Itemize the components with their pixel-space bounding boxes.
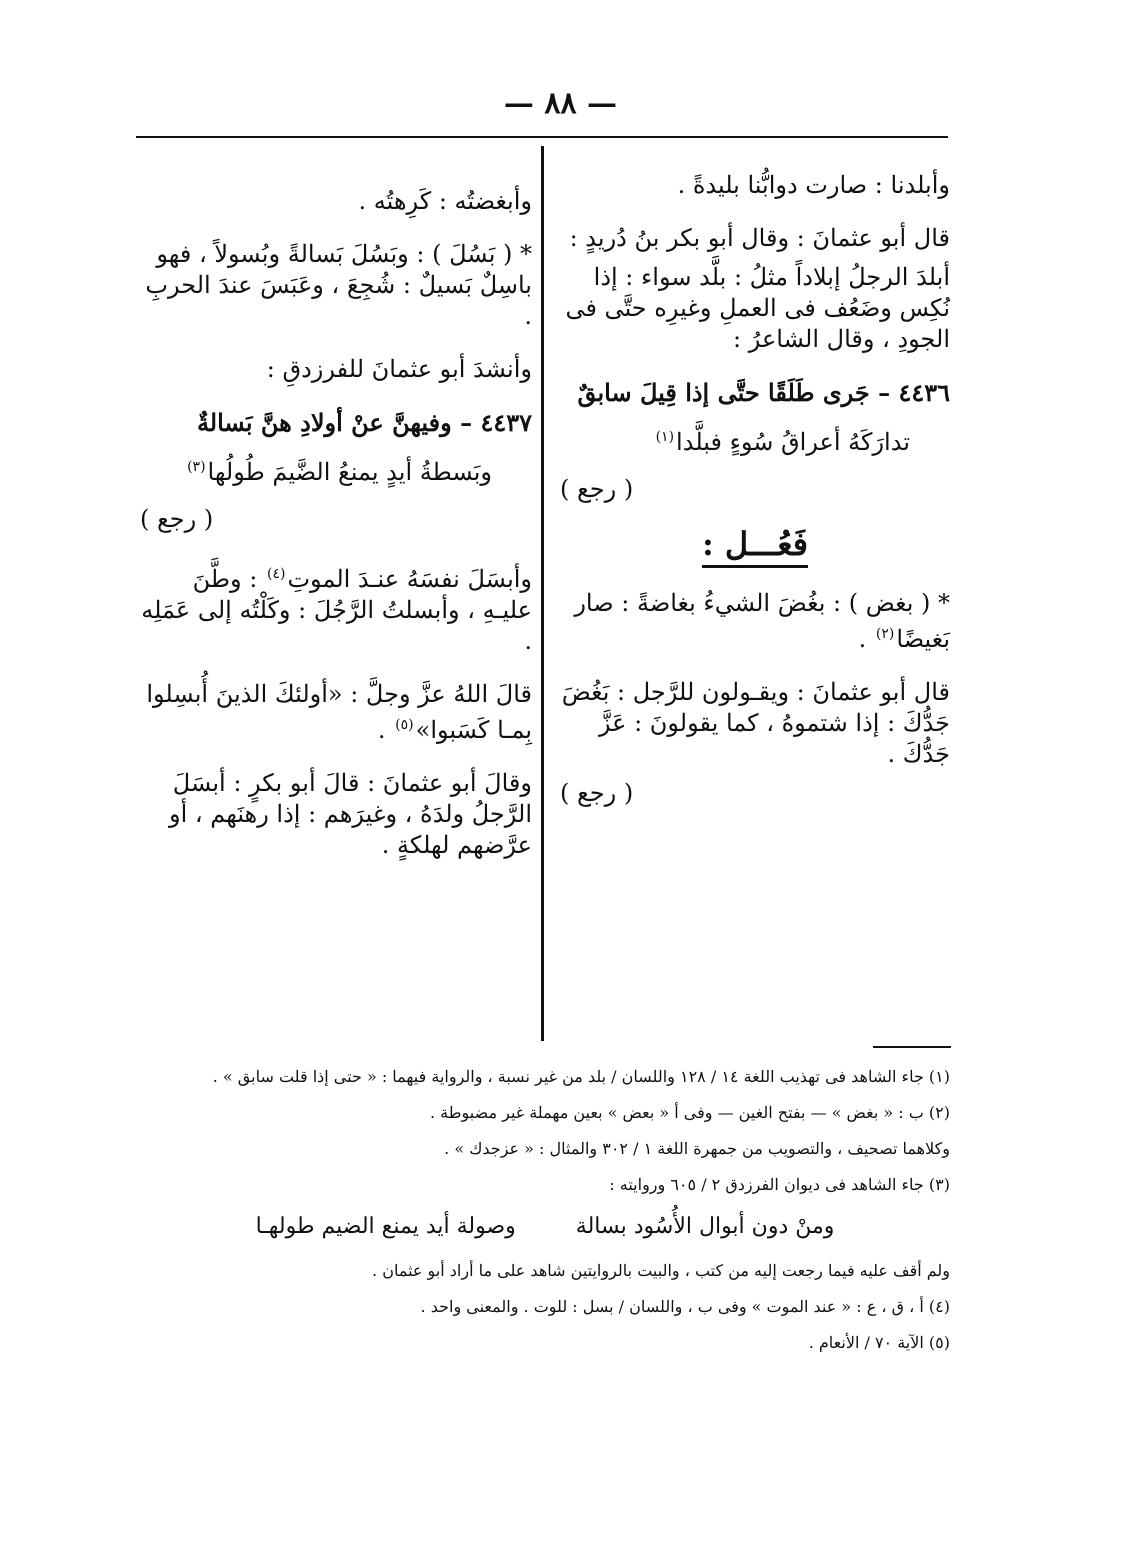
footnote-rule bbox=[873, 1046, 951, 1048]
left-column bbox=[140, 186, 532, 883]
paragraph-absala-nafsahu bbox=[140, 559, 532, 657]
entry-baghuda-end: . bbox=[858, 625, 867, 653]
verse-4436-first-hemistich: ٤٤٣٦ – جَرى طَلَقًا حتَّى إذا قِيلَ سابقٌ bbox=[577, 378, 950, 407]
paragraph-abghadtuhu: وأبغضتُه : كَرِهتُه . bbox=[358, 187, 532, 215]
footnote-ref-1: (١) bbox=[655, 429, 675, 445]
paragraph-absala-text-b: : وطَّنَ عليـهِ ، وأبسلتُ الرَّجُلَ : وكَلْتُه إلى عَمَلِه . bbox=[141, 565, 532, 655]
footnotes bbox=[140, 1066, 950, 1368]
footnote-2: (٢) ب : « بغض » — بفتح الغين — وفى أ « بعض » بعين مهملة غير مضبوطة . bbox=[430, 1103, 950, 1122]
footnote-3-verse-first: ومنْ دون أبوال الأُسُود بسالة bbox=[575, 1214, 835, 1239]
paragraph-absala-text-a: وأبسَلَ نفسَهُ عنـدَ الموتِ bbox=[287, 565, 532, 593]
footnote-3-verse-second: وصولة أيد يمنع الضيم طولهـا bbox=[255, 1214, 516, 1239]
source-tag-rajaa: ( رجع ) bbox=[140, 505, 214, 533]
footnote-3-continued: ولم أقف عليه فيما رجعت إليه من كتب ، والبيت بالروايتين شاهد على ما أراد أبو عثمان . bbox=[372, 1261, 950, 1280]
entry-baghuda bbox=[560, 588, 950, 655]
paragraph-farazdaq-intro: وأنشدَ أبو عثمانَ للفرزدقِ : bbox=[266, 355, 532, 383]
paragraph-quran-quote bbox=[140, 679, 532, 746]
verse-4437-first-hemistich: ٤٤٣٧ – وفيهنَّ عنْ أولادِ هنَّ بَسالةٌ bbox=[196, 408, 532, 437]
footnote-ref-5: (٥) bbox=[395, 717, 414, 733]
verse-4436-second-hemistich bbox=[560, 422, 950, 458]
paragraph-quran-text: قالَ اللهُ عزَّ وجلَّ : «أولئكَ الذينَ أُبسِلوا بِمـا كَسَبوا» bbox=[146, 680, 532, 744]
source-tag-rajaa: ( رجع ) bbox=[560, 779, 634, 807]
paragraph-baghud-jadduk: قال أبو عثمانَ : ويقـولون للرَّجل : بَغُضَ جَدُّكَ : إذا شتموهُ ، كما يقولونَ : عَزَّ جَدُّكَ . bbox=[561, 678, 950, 768]
paragraph-quran-end: . bbox=[377, 716, 386, 744]
section-title: فَعُـــل : bbox=[701, 525, 809, 563]
footnote-3-verse bbox=[140, 1216, 950, 1238]
footnote-ref-4: (٤) bbox=[266, 566, 286, 582]
verse-4437-second-hemistich bbox=[140, 452, 532, 488]
footnote-5: (٥) الآية ٧٠ / الأنعام . bbox=[808, 1333, 950, 1352]
footnote-3: (٣) جاء الشاهد فى ديوان الفرزدق ٢ / ٦٠٥ وروايته : bbox=[609, 1175, 950, 1194]
entry-basula: * ( بَسُلَ ) : وبَسُلَ بَسالةً وبُسولاً ، فهو باسِلٌ بَسيلٌ : شُجِعَ ، وعَبَسَ عندَ الحربِ . bbox=[145, 240, 532, 330]
page-number: — ٨٨ — bbox=[503, 86, 618, 121]
source-tag-rajaa: ( رجع ) bbox=[560, 475, 634, 503]
footnote-4: (٤) أ ، ق ، ع : « عند الموت » وفى ب ، واللسان / بسل : للوت . والمعنى واحد . bbox=[420, 1297, 950, 1316]
right-column bbox=[560, 170, 950, 833]
verse-4436-text: تدارَكَهُ أعراقُ سُوءٍ فبلَّدا bbox=[676, 428, 910, 456]
column-divider bbox=[541, 146, 544, 1041]
paragraph-abladna-definition: أبلدَ الرجلُ إبلاداً مثلُ : بلَّد سواء : إذا نُكِس وضَعُف فى العملِ وغيرِه حتَّى فى الجودِ ، وقال الشاعرُ : bbox=[565, 263, 950, 353]
paragraph-abladna: وأبلدنا : صارت دوابُّنا بليدةً . bbox=[677, 171, 950, 199]
footnote-ref-3: (٣) bbox=[187, 459, 206, 475]
paragraph-ibn-durayd-intro: قال أبو عثمانَ : وقال أبو بكر بنُ دُريدٍ : bbox=[569, 224, 950, 252]
header-rule bbox=[136, 136, 948, 138]
verse-4437-text: وبَسطةُ أيدٍ يمنعُ الضَّيمَ طُولُها bbox=[207, 458, 492, 486]
entry-baghuda-text: * ( بغض ) : بغُضَ الشيءُ بغاضةً : صار بَغيضًا bbox=[574, 589, 950, 653]
paragraph-absala-waladahu: وقالَ أبو عثمانَ : قالَ أبو بكرٍ : أبسَلَ الرَّجلُ ولدَهُ ، وغيرَهم : إذا رهنَهم ، أو عرَّضهم لهلكةٍ . bbox=[169, 769, 532, 859]
footnote-1: (١) جاء الشاهد فى تهذيب اللغة ١٤ / ١٢٨ واللسان / بلد من غير نسبة ، والرواية فيهما : « حتى إذا قلت سابق » . bbox=[212, 1067, 950, 1086]
footnote-2-continued: وكلاهما تصحيف ، والتصويب من جمهرة اللغة ١ / ٣٠٢ والمثال : « عزجدك » . bbox=[444, 1139, 950, 1158]
footnote-ref-2: (٢) bbox=[875, 626, 895, 642]
